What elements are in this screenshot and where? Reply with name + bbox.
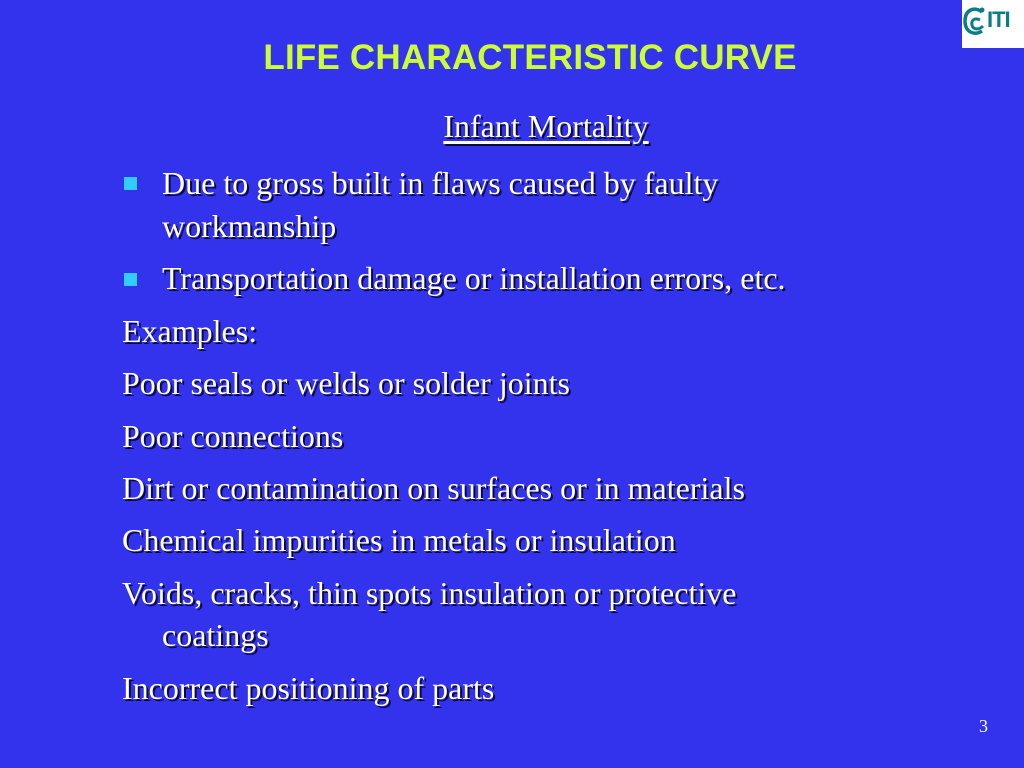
example-item: Dirt or contamination on surfaces or in materials	[122, 470, 745, 506]
example-item: Chemical impurities in metals or insulation	[122, 522, 676, 558]
slide-subtitle: Infant Mortality	[443, 108, 649, 144]
bullet-marker	[124, 273, 137, 286]
logo-text: ITI	[987, 7, 1010, 32]
examples-heading: Examples:	[122, 313, 258, 349]
page-number: 3	[979, 716, 988, 736]
example-item: Incorrect positioning of parts	[122, 670, 495, 706]
bullet-marker	[124, 177, 137, 190]
bullet-text: Due to gross built in flaws caused by faulty	[162, 165, 719, 201]
example-item-continuation: coatings	[162, 617, 269, 653]
slide-title: LIFE CHARACTERISTIC CURVE	[263, 38, 797, 77]
example-item: Poor seals or welds or solder joints	[122, 365, 570, 401]
bullet-text: Transportation damage or installation errors, etc.	[162, 260, 786, 296]
example-item: Poor connections	[122, 418, 344, 454]
example-item: Voids, cracks, thin spots insulation or protective	[122, 575, 737, 611]
bullet-text-continuation: workmanship	[162, 208, 337, 244]
